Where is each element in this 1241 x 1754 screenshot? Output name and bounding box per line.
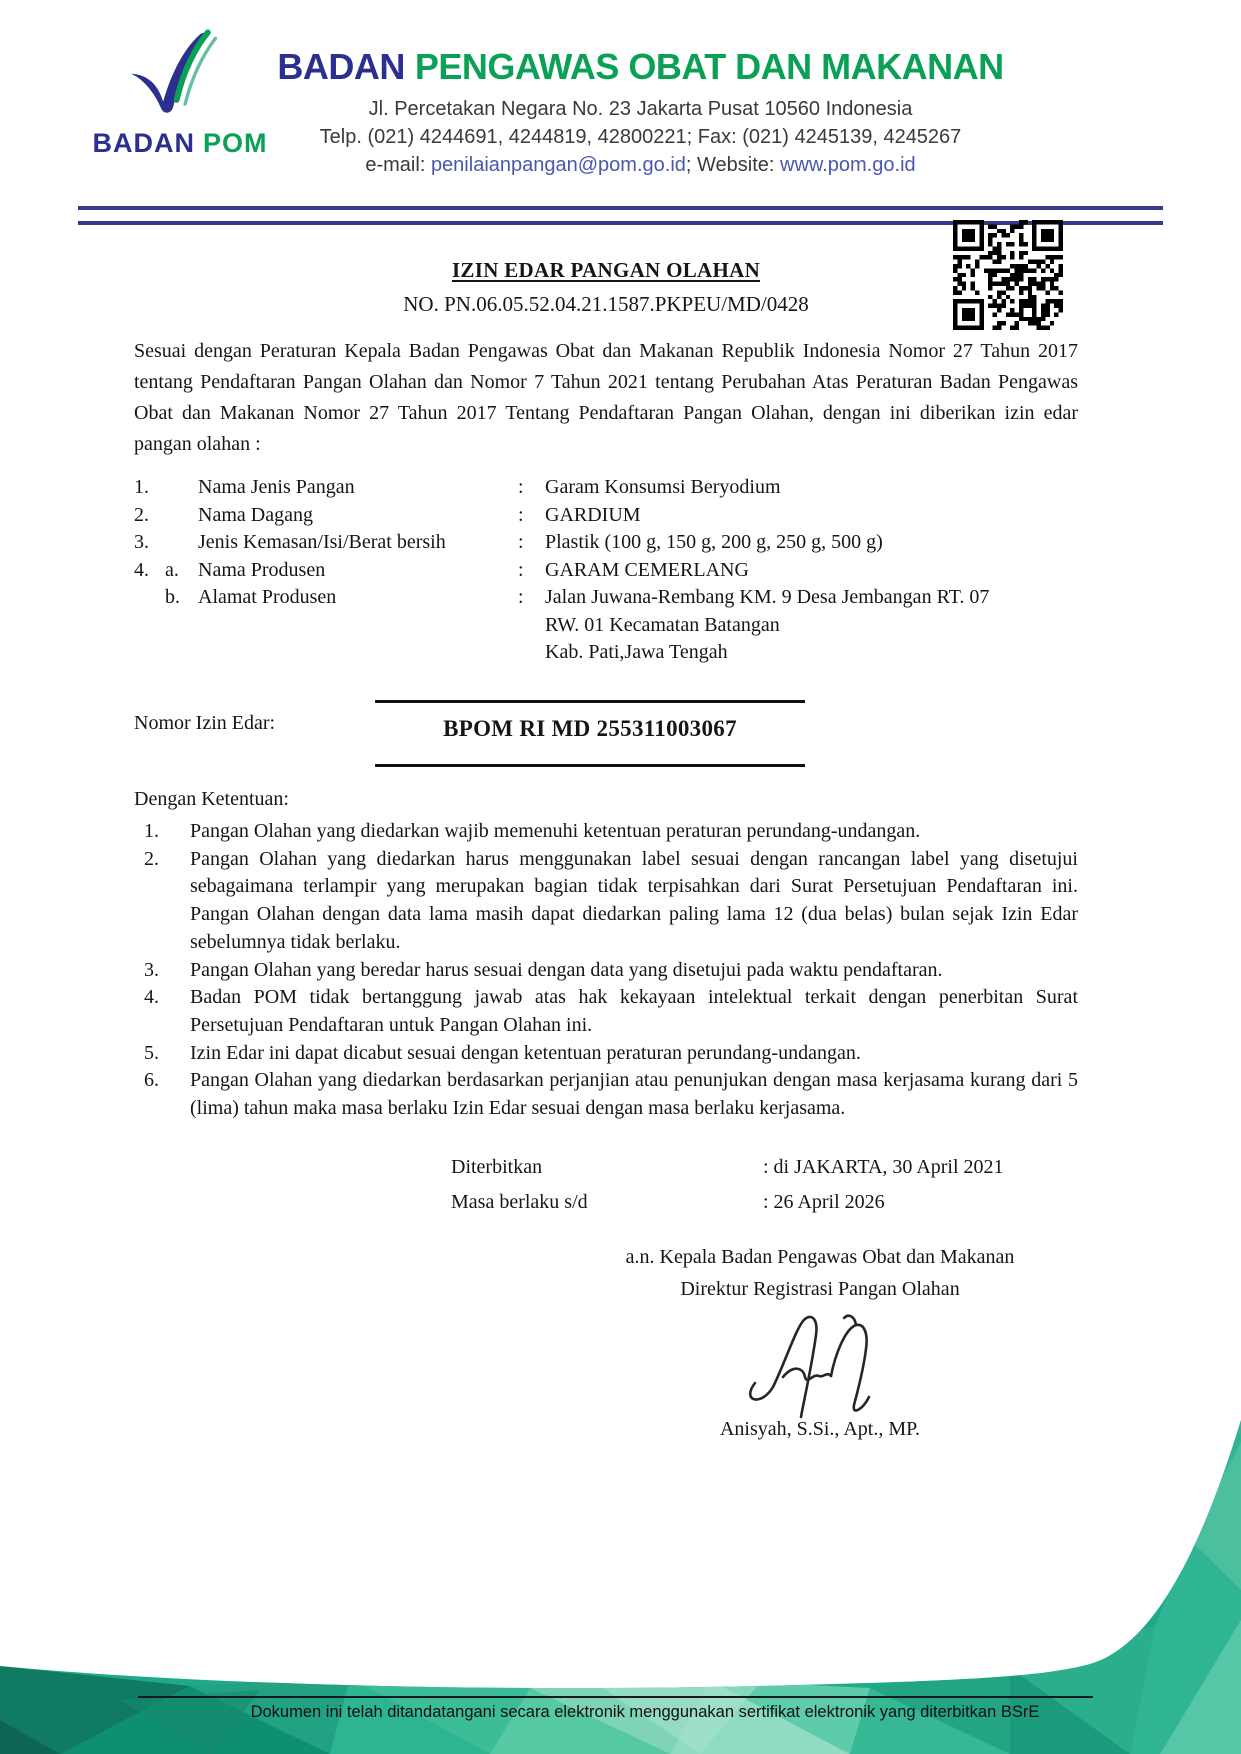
signature-position: Direktur Registrasi Pangan Olahan xyxy=(680,1278,960,1300)
field-label: Nama Dagang xyxy=(198,503,313,526)
field-label: Alamat Produsen xyxy=(198,586,337,608)
address-line-2: RW. 01 Kecamatan Batangan xyxy=(545,613,780,636)
field-value-address xyxy=(545,584,1078,667)
terms-list xyxy=(134,818,1078,1123)
logo-word-pom: POM xyxy=(202,128,268,158)
license-rule-bottom xyxy=(375,764,805,767)
term-text: Pangan Olahan yang diedarkan wajib memenuhi ketentuan peraturan perundang-undangan. xyxy=(190,820,921,842)
issued-label: Diterbitkan xyxy=(451,1156,543,1178)
term-number: 5. xyxy=(144,1041,159,1064)
logo-word-badan: BADAN xyxy=(92,128,195,158)
document-title: IZIN EDAR PANGAN OLAHAN xyxy=(451,258,761,282)
field-label: Nama Produsen xyxy=(198,558,326,581)
term-text: Pangan Olahan yang beredar harus sesuai dengan data yang disetujui pada waktu pendaftaran. xyxy=(190,958,943,981)
product-fields xyxy=(134,474,1078,667)
field-colon: : xyxy=(518,531,524,553)
signature-scribble xyxy=(725,1305,915,1425)
term-text: Pangan Olahan yang diedarkan berdasarkan perjanjian atau penunjukan dengan masa kerjasama kurang dari 5 (lima) tahun maka masa berlaku Izin Edar sesuai dengan masa berlaku kerjasama. xyxy=(190,1069,1078,1120)
term-number: 2. xyxy=(144,847,159,870)
field-label: Nama Jenis Pangan xyxy=(198,476,355,498)
qr-code xyxy=(953,220,1063,330)
field-value: GARDIUM xyxy=(545,503,641,526)
valid-until-value: : 26 April 2026 xyxy=(763,1191,885,1213)
term-text: Izin Edar ini dapat dicabut sesuai dengan ketentuan peraturan perundang-undangan. xyxy=(190,1041,861,1064)
website-label: ; Website: xyxy=(685,154,781,176)
field-number: 3. xyxy=(134,531,149,553)
issued-row xyxy=(451,1150,1004,1185)
field-value: GARAM CEMERLANG xyxy=(545,558,749,581)
field-number: 1. xyxy=(134,476,149,498)
email-link[interactable]: penilaianpangan@pom.go.id xyxy=(430,154,686,176)
field-row-alamat-produsen xyxy=(134,584,1078,667)
field-colon: : xyxy=(518,476,524,498)
footer-rule xyxy=(138,1696,1093,1698)
issued-value: : di JAKARTA, 30 April 2021 xyxy=(763,1156,1004,1178)
license-label: Nomor Izin Edar: xyxy=(134,712,276,734)
address-line-3: Kab. Pati,Jawa Tengah xyxy=(545,641,728,663)
issue-info xyxy=(451,1150,1004,1220)
field-subletter: b. xyxy=(165,586,180,608)
org-phone-fax: Telp. (021) 4244691, 4244819, 42800221; Fax: (021) 4245139, 4245267 xyxy=(319,126,962,148)
field-row-jenis-pangan xyxy=(134,474,1078,502)
term-number: 1. xyxy=(144,820,159,842)
org-name xyxy=(40,46,1241,88)
signatory-name: Anisyah, S.Si., Apt., MP. xyxy=(719,1418,921,1440)
org-name-rest: PENGAWAS OBAT DAN MAKANAN xyxy=(414,46,1004,87)
term-item xyxy=(134,818,1078,846)
valid-until-row xyxy=(451,1185,1004,1220)
field-colon: : xyxy=(518,586,524,608)
field-value: Plastik (100 g, 150 g, 200 g, 250 g, 500 g) xyxy=(545,531,883,553)
term-item xyxy=(134,1040,1078,1068)
term-number: 3. xyxy=(144,958,159,981)
term-item xyxy=(134,846,1078,957)
footer-esign-note: Dokumen ini telah ditandatangani secara elektronik menggunakan sertifikat elektronik yang diterbitkan BSrE xyxy=(250,1703,1040,1721)
license-number: BPOM RI MD 255311003067 xyxy=(443,716,737,741)
address-line-1: Jalan Juwana-Rembang KM. 9 Desa Jembangan RT. 07 xyxy=(545,586,990,608)
org-contact-line xyxy=(40,154,1241,177)
org-address: Jl. Percetakan Negara No. 23 Jakarta Pusat 10560 Indonesia xyxy=(368,98,913,120)
term-item xyxy=(134,1067,1078,1122)
field-row-nama-dagang xyxy=(134,502,1078,530)
terms-title: Dengan Ketentuan: xyxy=(134,788,289,810)
org-name-badan: BADAN xyxy=(277,46,405,87)
term-text: Badan POM tidak bertanggung jawab atas hak kekayaan intelektual terkait dengan penerbitan Surat Persetujuan Pendaftaran untuk Pangan Olahan ini. xyxy=(190,986,1078,1036)
field-row-kemasan xyxy=(134,529,1078,557)
field-number: 2. xyxy=(134,503,149,526)
email-label: e-mail: xyxy=(365,154,431,176)
field-subletter: a. xyxy=(165,558,179,581)
field-value: Garam Konsumsi Beryodium xyxy=(545,476,781,498)
valid-until-label: Masa berlaku s/d xyxy=(451,1191,588,1213)
document-number: NO. PN.06.05.52.04.21.1587.PKPEU/MD/0428 xyxy=(403,292,809,316)
license-rule-top xyxy=(375,700,805,703)
term-item xyxy=(134,984,1078,1039)
website-link[interactable]: www.pom.go.id xyxy=(780,154,916,176)
signature-block xyxy=(575,1246,1065,1431)
intro-paragraph: Sesuai dengan Peraturan Kepala Badan Pengawas Obat dan Makanan Republik Indonesia Nomor 27 Tahun 2017 tentang Pendaftaran Pangan Olahan dan Nomor 7 Tahun 2021 tentang Perubahan Atas Peraturan Badan Pengawas Obat dan Makanan Nomor 27 Tahun 2017 Tentang Pendaftaran Pangan Olahan, dengan ini diberikan izin edar pangan olahan : xyxy=(134,340,1078,455)
field-label: Jenis Kemasan/Isi/Berat bersih xyxy=(198,531,446,553)
field-number: 4. xyxy=(134,558,149,581)
field-colon: : xyxy=(518,558,524,581)
term-text: Pangan Olahan yang diedarkan harus menggunakan label sesuai dengan rancangan label yang disetujui sebagaimana terlampir yang merupakan bagian tidak terpisahkan dari Surat Persetujuan Pendaftaran ini. Pangan Olahan dengan data lama masih dapat diedarkan paling lama 12 (dua belas) bulan sejak Izin Edar sebelumnya tidak berlaku. xyxy=(190,847,1078,953)
field-colon: : xyxy=(518,503,524,526)
term-item xyxy=(134,957,1078,985)
term-number: 6. xyxy=(144,1069,159,1092)
signature-on-behalf: a.n. Kepala Badan Pengawas Obat dan Makanan xyxy=(625,1246,1015,1268)
term-number: 4. xyxy=(144,986,159,1009)
field-row-nama-produsen xyxy=(134,557,1078,585)
